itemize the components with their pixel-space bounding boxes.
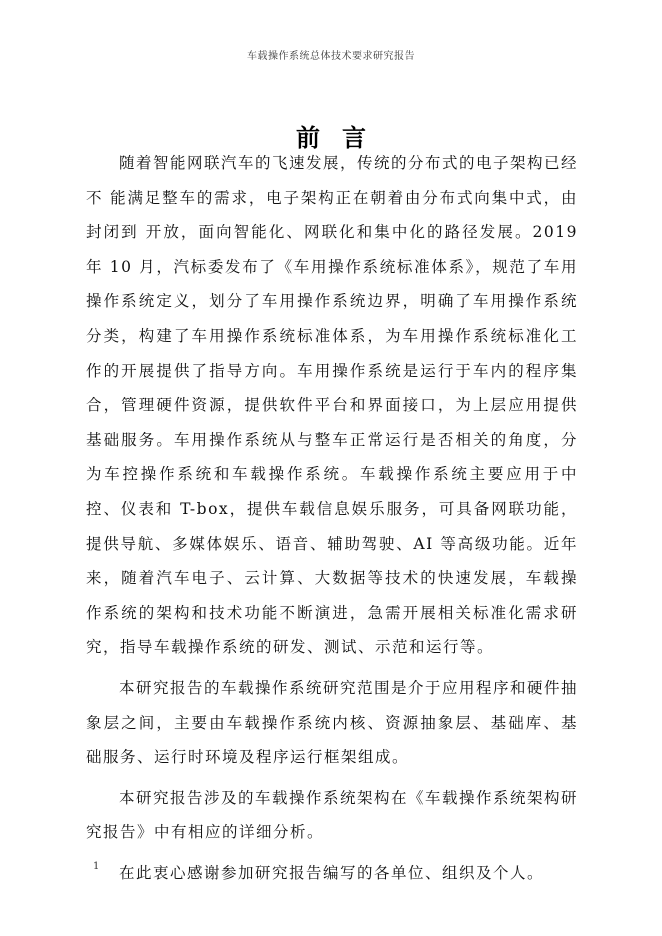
page-title: 前言 xyxy=(296,123,388,153)
paragraph-scope: 本研究报告的车载操作系统研究范围是介于应用程序和硬件抽象层之间，主要由车载操作系统内核、资源抽象层、基础库、基础服务、运行时环境及程序运行框架组成。 xyxy=(86,678,579,767)
paragraph-reference: 本研究报告涉及的车载操作系统架构在《车载操作系统架构研究报告》中有相应的详细分析。 xyxy=(86,788,579,842)
paragraph-background: 随着智能网联汽车的飞速发展，传统的分布式的电子架构已经不 能满足整车的需求，电子架构正在朝着由分布式向集中式，由封闭到 开放，面向智能化、网联化和集中化的路径发展。2019 年 10 月，汽标委发布了《车用操作系统标准体系》，规范了车用操作系统定义，划分了车用操作系统边界，明确了车用操作系统分类，构建了车用操作系统标准体系，为车用操作系统标准化工作的开展提供了指导方向。车用操作系统是运行于车内的程序集合，管理硬件资源，提供软件平台和界面接口，为上层应用提供基础服务。车用操作系统从与整车正常运行是否相关的角度，分为车控操作系统和车载操作系统。车载操作系统主要应用于中控、仪表和 T-box，提供车载信息娱乐服务，可具备网联功能，提供导航、多媒体娱乐、语音、辅助驾驶、AI 等高级功能。近年来，随着汽车电子、云计算、大数据等技术的快速发展，车载操作系统的架构和技术功能不断演进，急需开展相关标准化需求研究，指导车载操作系统的研发、测试、示范和运行等。 xyxy=(86,154,579,657)
paragraph-acknowledgement: 在此衷心感谢参加研究报告编写的各单位、组织及个人。 xyxy=(119,863,545,882)
running-header: 车载操作系统总体技术要求研究报告 xyxy=(247,51,415,62)
page-number: 1 xyxy=(93,861,100,872)
body-text xyxy=(86,146,578,896)
